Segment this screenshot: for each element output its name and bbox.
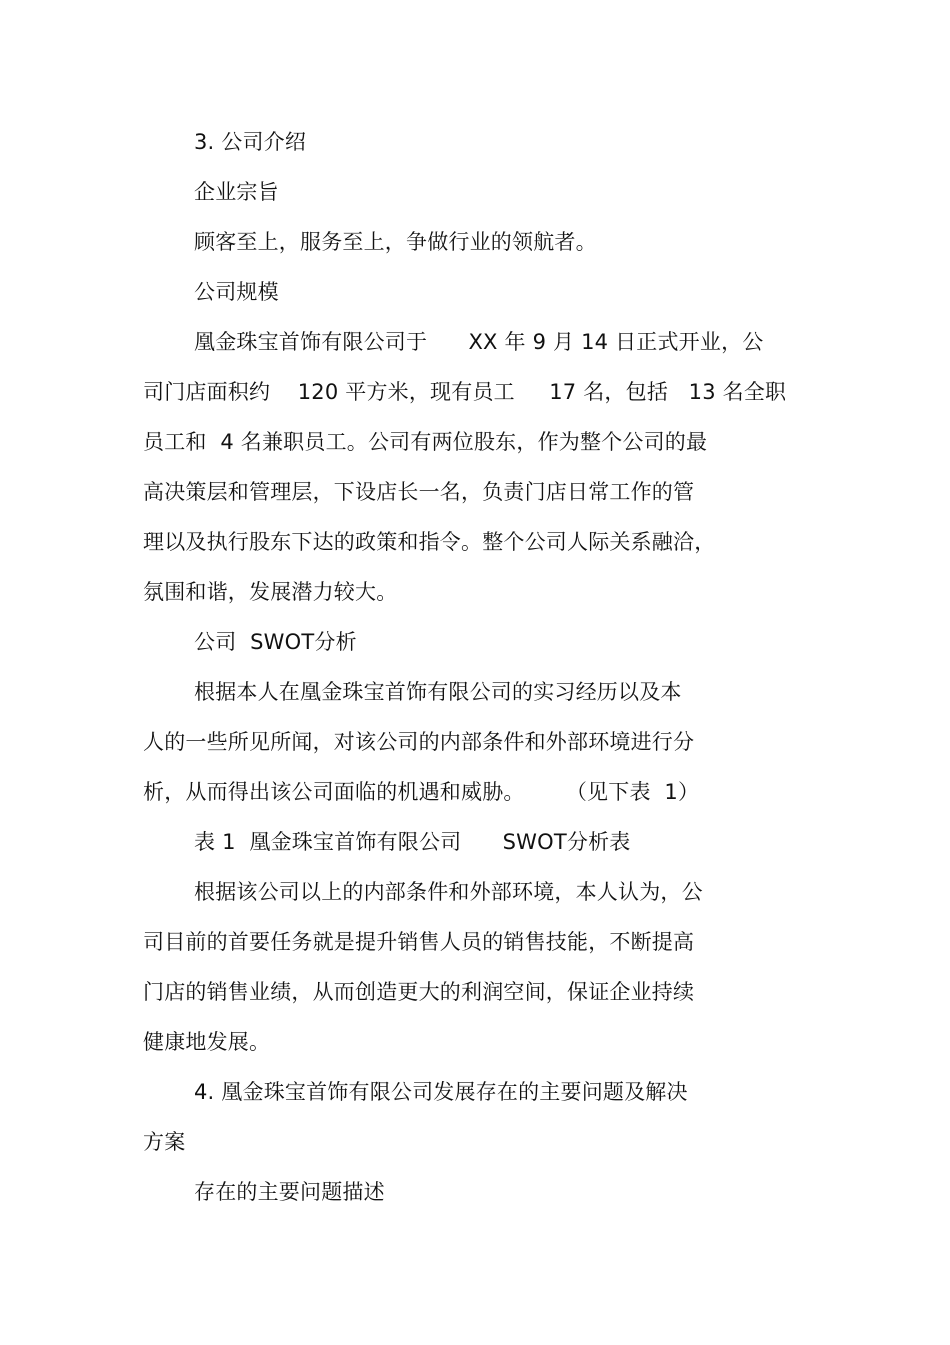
subheading-scale: 公司规模 bbox=[194, 280, 279, 304]
paragraph-line: 门店的销售业绩，从而创造更大的利润空间，保证企业持续 bbox=[143, 980, 695, 1004]
subheading-problem-description: 存在的主要问题描述 bbox=[194, 1180, 385, 1204]
section-heading-problems: 4. 凰金珠宝首饰有限公司发展存在的主要问题及解决 bbox=[194, 1080, 688, 1104]
section-heading-company-intro: 3. 公司介绍 bbox=[194, 130, 307, 154]
paragraph-line: 健康地发展。 bbox=[143, 1030, 271, 1054]
paragraph-line: 根据本人在凰金珠宝首饰有限公司的实习经历以及本 bbox=[194, 680, 682, 704]
paragraph-line: 根据该公司以上的内部条件和外部环境，本人认为，公 bbox=[194, 880, 703, 904]
paragraph-line: 司门店面积约 120 平方米，现有员工 17 名，包括 13 名全职 bbox=[143, 380, 787, 404]
paragraph-line: 理以及执行股东下达的政策和指令。整个公司人际关系融洽， bbox=[143, 530, 716, 554]
paragraph-line: 氛围和谐，发展潜力较大。 bbox=[143, 580, 398, 604]
paragraph-line: 人的一些所见所闻，对该公司的内部条件和外部环境进行分 bbox=[143, 730, 695, 754]
section-heading-continuation: 方案 bbox=[143, 1130, 186, 1154]
paragraph-line: 员工和 4 名兼职员工。公司有两位股东，作为整个公司的最 bbox=[143, 430, 708, 454]
subheading-mission: 企业宗旨 bbox=[194, 180, 279, 204]
subheading-swot: 公司 SWOT分析 bbox=[194, 630, 357, 654]
paragraph-line: 顾客至上，服务至上，争做行业的领航者。 bbox=[194, 230, 597, 254]
table-caption: 表 1 凰金珠宝首饰有限公司 SWOT分析表 bbox=[194, 830, 631, 854]
paragraph-line: 凰金珠宝首饰有限公司于 XX 年 9 月 14 日正式开业，公 bbox=[194, 330, 764, 354]
paragraph-line: 司目前的首要任务就是提升销售人员的销售技能，不断提高 bbox=[143, 930, 695, 954]
paragraph-line: 析，从而得出该公司面临的机遇和威胁。 （见下表 1） bbox=[143, 780, 700, 804]
paragraph-line: 高决策层和管理层，下设店长一名，负责门店日常工作的管 bbox=[143, 480, 695, 504]
